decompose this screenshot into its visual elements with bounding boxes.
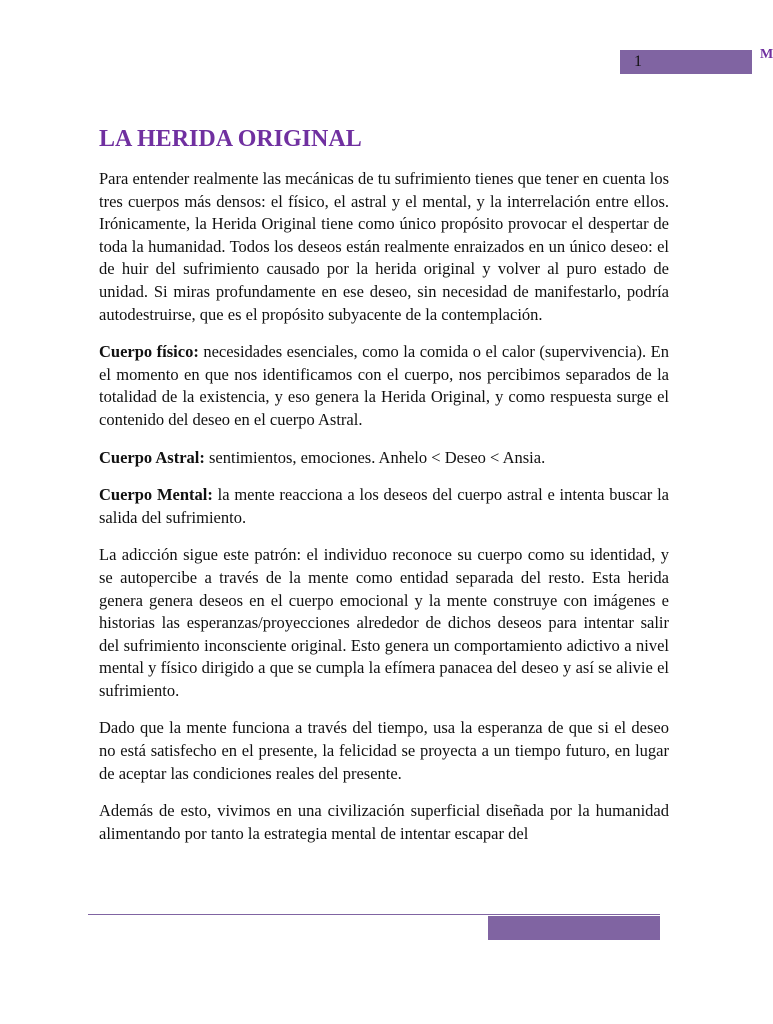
paragraph-tiempo xyxy=(99,717,669,785)
paragraph-text: Dado que la mente funciona a través del tiempo, usa la esperanza de que si el deseo no está satisfecho en el presente, la felicidad se proyecta a un tiempo futuro, en lugar de aceptar las condiciones reales del presente. xyxy=(99,718,669,783)
paragraph-cuerpo-mental xyxy=(99,484,669,529)
paragraph-intro xyxy=(99,168,669,326)
paragraph-text: La adicción sigue este patrón: el individuo reconoce su cuerpo como su identidad, y se autopercibe a través de la mente como entidad separada del resto. Esta herida genera genera deseos en el cuerpo emocional y la mente construye con imágenes e historias las esperanzas/proyecciones alrededor de dichos deseos para intentar salir del sufrimiento inconsciente original. Esto genera un comportamiento adictivo a nivel mental y físico dirigido a que se cumpla la efímera panacea del deseo y así se alivie el sufrimiento. xyxy=(99,545,669,700)
paragraph-civilizacion xyxy=(99,800,669,845)
footer-divider xyxy=(88,914,660,915)
document-body xyxy=(99,124,669,860)
paragraph-lead: Cuerpo físico: xyxy=(99,342,199,362)
paragraph-lead: Cuerpo Mental: xyxy=(99,485,213,505)
paragraph-cuerpo-fisico xyxy=(99,341,669,431)
footer-accent-bar xyxy=(488,916,660,940)
document-title: LA HERIDA ORIGINAL xyxy=(99,126,362,152)
paragraph-text: necesidades esenciales, como la comida o el calor (supervivencia). En el momento en que nos identificamos con el cuerpo, nos percibimos separados de la totalidad de la existencia, y eso genera la Herida Original, y como respuesta surge el contenido del deseo en el cuerpo Astral. xyxy=(99,342,669,429)
paragraph-text: sentimientos, emociones. Anhelo < Deseo < Ansia. xyxy=(204,447,546,467)
paragraph-text: Además de esto, vivimos en una civilización superficial diseñada por la humanidad alimentando por tanto la estrategia mental de intentar escapar del xyxy=(99,801,669,843)
paragraph-adiccion xyxy=(99,544,669,702)
paragraph-cuerpo-astral xyxy=(99,447,669,470)
paragraph-text: Para entender realmente las mecánicas de tu sufrimiento tienes que tener en cuenta los tres cuerpos más densos: el físico, el astral y el mental, y la interrelación entre ellos. Irónicamente, la Herida Original tiene como único propósito provocar el despertar de toda la humanidad. Todos los deseos están realmente enraizados en un único deseo: el de huir del sufrimiento causado por la herida original y volver al puro estado de unidad. Si miras profundamente en ese deseo, sin necesidad de manifestarlo, podría autodestruirse, que es el propósito subyacente de la contemplación. xyxy=(99,169,669,324)
paragraph-text: la mente reacciona a los deseos del cuerpo astral e intenta buscar la salida del sufrimiento. xyxy=(99,485,669,527)
page-number-tab xyxy=(620,50,752,74)
page-number: 1 xyxy=(634,53,642,70)
paragraph-lead: Cuerpo Astral: xyxy=(99,447,205,467)
header-edge-text: M xyxy=(760,47,773,62)
